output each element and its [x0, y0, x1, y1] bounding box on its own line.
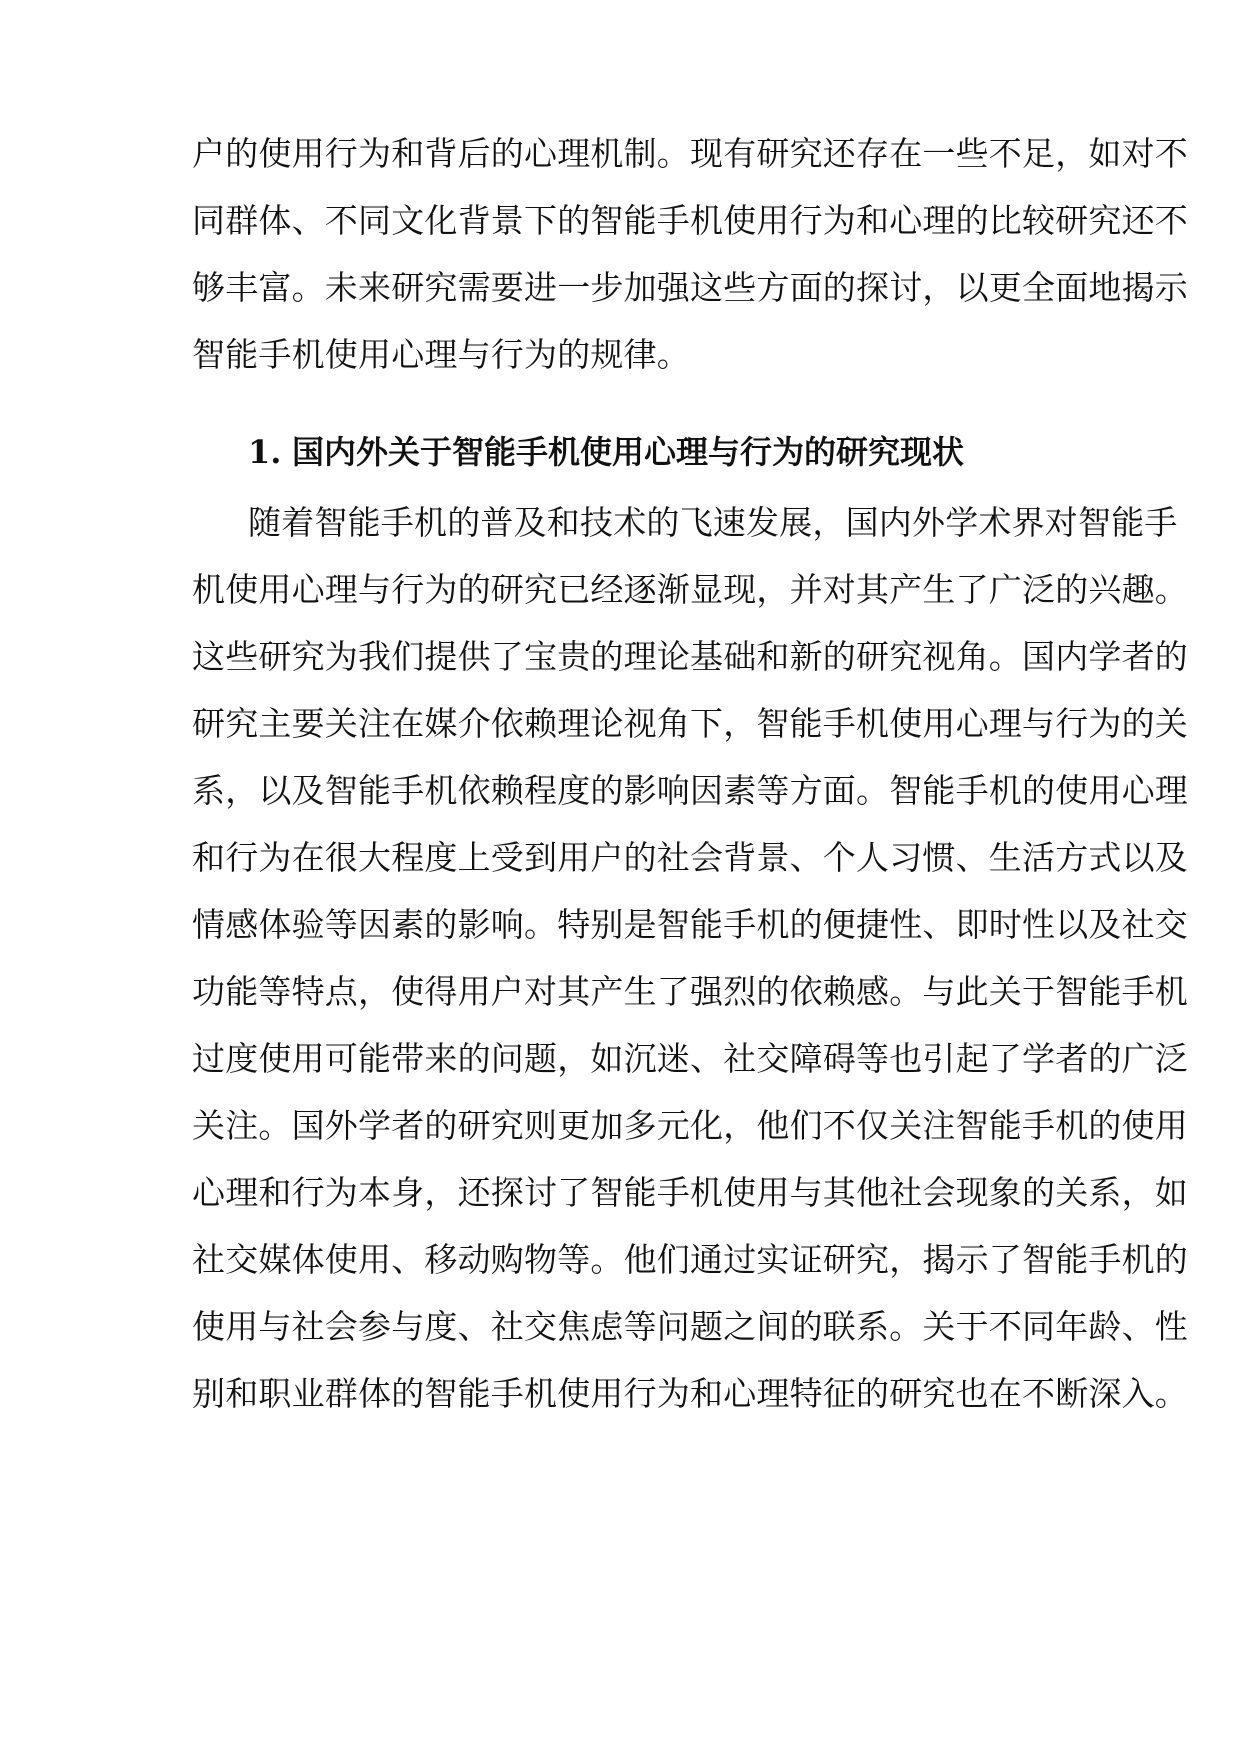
text-line: 和行为在很大程度上受到用户的社会背景、个人习惯、生活方式以及	[192, 838, 1188, 877]
section-number: 1.	[248, 433, 282, 471]
text-line: 随着智能手机的普及和技术的飞速发展，国内外学术界对智能手	[248, 503, 1178, 542]
text-line: 同群体、不同文化背景下的智能手机使用行为和心理的比较研究还不	[192, 201, 1188, 240]
text-line: 智能手机使用心理与行为的规律。	[192, 335, 690, 374]
text-line: 使用与社会参与度、社交焦虑等问题之间的联系。关于不同年龄、性	[192, 1307, 1188, 1346]
text-line: 心理和行为本身，还探讨了智能手机使用与其他社会现象的关系，如	[192, 1173, 1188, 1212]
text-line: 系，以及智能手机依赖程度的影响因素等方面。智能手机的使用心理	[192, 771, 1188, 810]
text-line: 情感体验等因素的影响。特别是智能手机的便捷性、即时性以及社交	[192, 905, 1188, 944]
text-line: 这些研究为我们提供了宝贵的理论基础和新的研究视角。国内学者的	[192, 637, 1188, 676]
section-title: 国内外关于智能手机使用心理与行为的研究现状	[292, 433, 965, 471]
text-line: 够丰富。未来研究需要进一步加强这些方面的探讨，以更全面地揭示	[192, 268, 1188, 307]
text-line: 研究主要关注在媒介依赖理论视角下，智能手机使用心理与行为的关	[192, 704, 1188, 743]
text-line: 机使用心理与行为的研究已经逐渐显现，并对其产生了广泛的兴趣。	[192, 570, 1188, 609]
text-line: 功能等特点，使得用户对其产生了强烈的依赖感。与此关于智能手机	[192, 972, 1188, 1011]
text-line: 过度使用可能带来的问题，如沉迷、社交障碍等也引起了学者的广泛	[192, 1039, 1188, 1078]
text-line: 关注。国外学者的研究则更加多元化，他们不仅关注智能手机的使用	[192, 1106, 1188, 1145]
text-line: 别和职业群体的智能手机使用行为和心理特征的研究也在不断深入。	[192, 1374, 1188, 1413]
section-heading	[248, 432, 1068, 472]
text-line: 社交媒体使用、移动购物等。他们通过实证研究，揭示了智能手机的	[192, 1240, 1188, 1279]
text-line: 户的使用行为和背后的心理机制。现有研究还存在一些不足，如对不	[192, 134, 1188, 173]
